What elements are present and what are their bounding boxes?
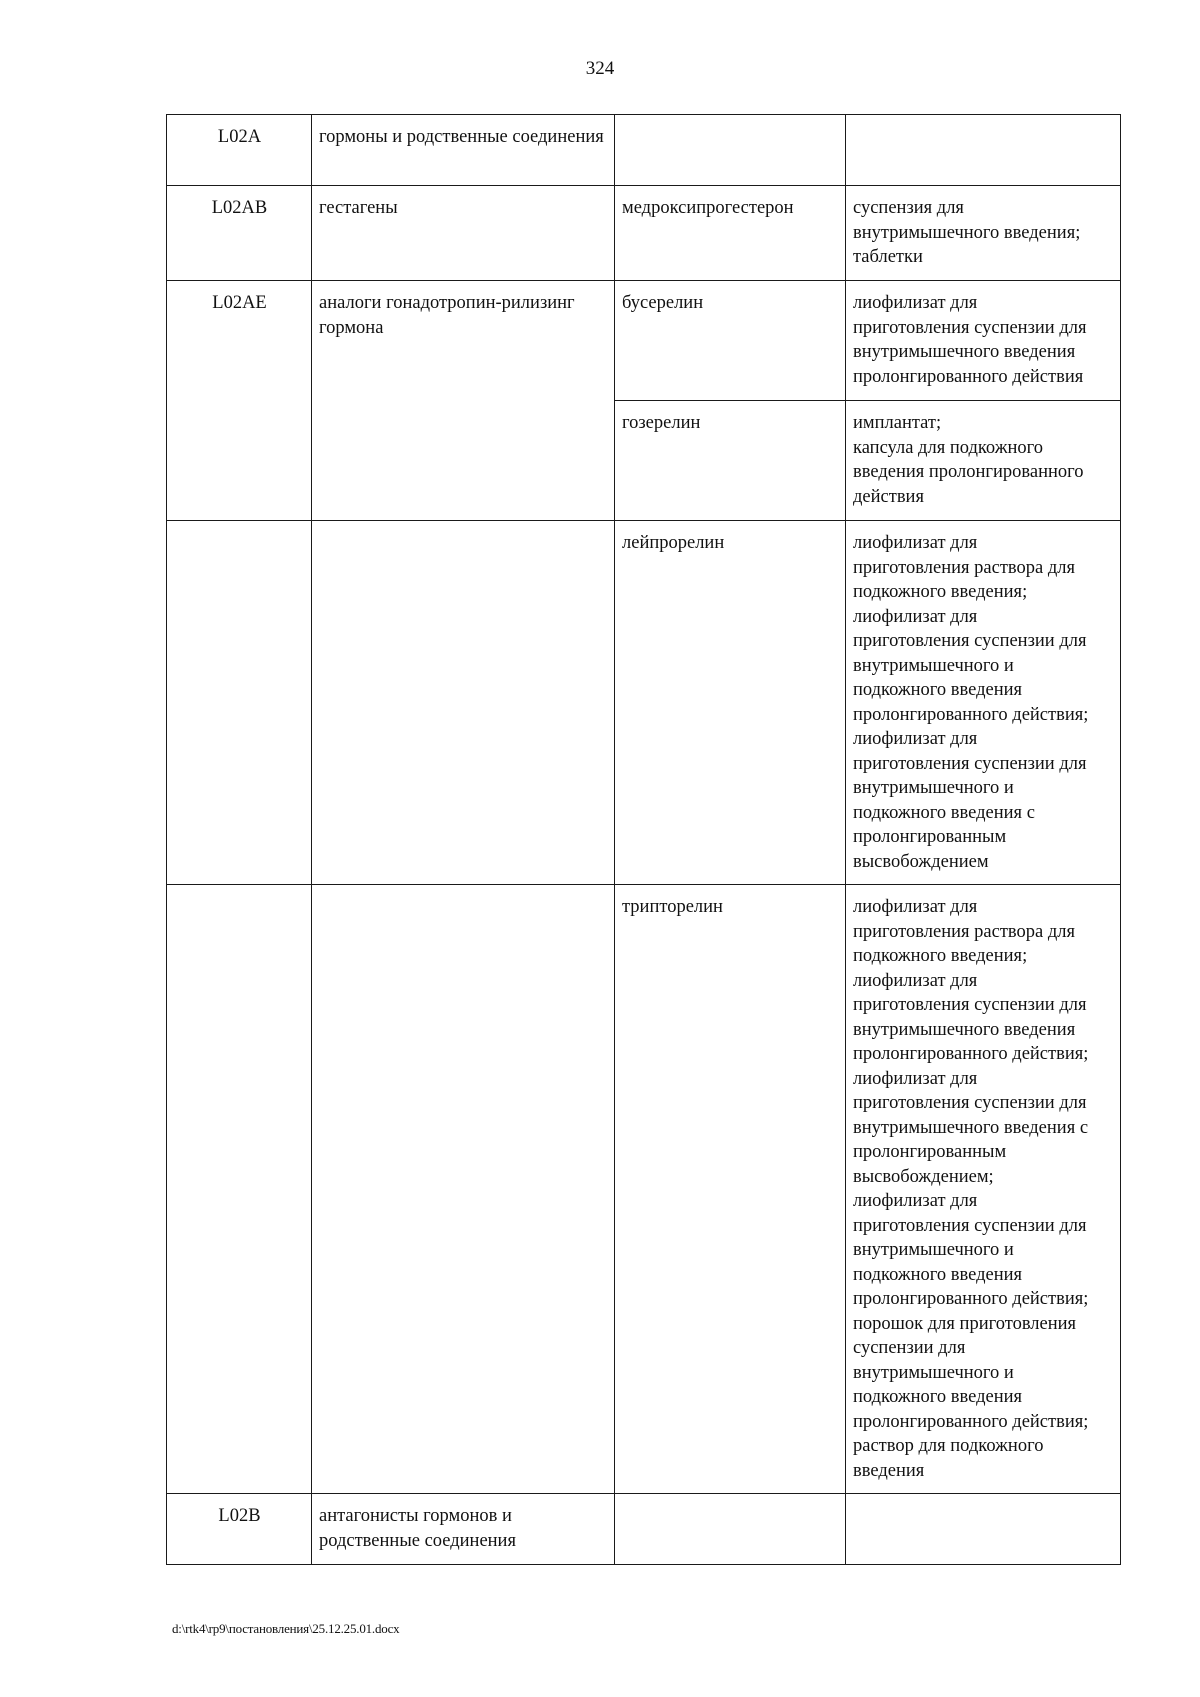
dosage-form-line: подкожного введения bbox=[853, 1387, 1023, 1407]
table-row bbox=[167, 885, 1121, 1494]
dosage-form-line: внутримышечного и bbox=[853, 1240, 1014, 1260]
dosage-form-line: пролонгированного действия; bbox=[853, 1289, 1089, 1309]
dosage-form-line: внутримышечного введения с bbox=[853, 1117, 1089, 1138]
group-name-cell: гормоны и родственные соединения bbox=[312, 115, 615, 186]
dosage-form-line: порошок для приготовления bbox=[853, 1313, 1077, 1334]
dosage-form-line: суспензия для bbox=[853, 198, 964, 218]
dosage-forms-cell bbox=[846, 186, 1121, 281]
table-row bbox=[167, 1494, 1121, 1565]
dosage-form-line: лиофилизат для bbox=[853, 606, 978, 627]
group-name-cell bbox=[312, 885, 615, 1494]
dosage-form-line: подкожного введения; bbox=[853, 946, 1028, 966]
dosage-form-line: раствор для подкожного bbox=[853, 1436, 1044, 1456]
dosage-form-line: пролонгированного действия; bbox=[853, 1044, 1089, 1064]
dosage-form-line: приготовления суспензии для bbox=[853, 631, 1087, 651]
dosage-form-line: пролонгированного действия; bbox=[853, 704, 1089, 725]
dosage-form-line: высвобождением; bbox=[853, 1166, 994, 1187]
drug-table bbox=[166, 114, 1121, 1565]
inn-cell bbox=[615, 1494, 846, 1565]
inn-cell: лейпрорелин bbox=[615, 521, 846, 885]
dosage-forms-cell bbox=[846, 401, 1121, 521]
dosage-form-line: лиофилизат для bbox=[853, 1068, 978, 1089]
dosage-forms-cell bbox=[846, 115, 1121, 186]
dosage-form-line: внутримышечного введения bbox=[853, 1019, 1076, 1040]
dosage-form-line: введения bbox=[853, 1460, 925, 1481]
dosage-form-line: подкожного введения с bbox=[853, 802, 1035, 823]
dosage-form-line: приготовления раствора для bbox=[853, 557, 1075, 578]
dosage-form-line: пролонгированного действия bbox=[853, 366, 1084, 387]
dosage-form-line: приготовления суспензии для bbox=[853, 995, 1087, 1015]
dosage-form-line: лиофилизат для bbox=[853, 970, 978, 991]
dosage-form-line: суспензии для bbox=[853, 1338, 966, 1358]
inn-cell: трипторелин bbox=[615, 885, 846, 1494]
group-name-cell: аналоги гонадотропин-рилизинг гормона bbox=[312, 281, 615, 521]
dosage-form-line: внутримышечного и bbox=[853, 1362, 1014, 1383]
table-row bbox=[167, 115, 1121, 186]
dosage-form-line: подкожного введения bbox=[853, 680, 1023, 700]
dosage-form-line: подкожного введения; bbox=[853, 582, 1028, 602]
dosage-form-line: приготовления раствора для bbox=[853, 921, 1075, 942]
atc-code-cell: L02AE bbox=[167, 281, 312, 521]
group-name-cell: гестагены bbox=[312, 186, 615, 281]
dosage-forms-cell bbox=[846, 885, 1121, 1494]
dosage-form-line: подкожного введения bbox=[853, 1264, 1023, 1285]
dosage-form-line: пролонгированным bbox=[853, 1142, 1007, 1162]
dosage-form-line: приготовления суспензии для bbox=[853, 1215, 1087, 1236]
dosage-form-line: таблетки bbox=[853, 247, 923, 267]
inn-cell bbox=[615, 115, 846, 186]
atc-code-cell bbox=[167, 521, 312, 885]
dosage-form-line: приготовления суспензии для bbox=[853, 1093, 1087, 1113]
dosage-form-line: внутримышечного введения bbox=[853, 342, 1076, 362]
dosage-form-line: высвобождением bbox=[853, 851, 989, 872]
dosage-form-line: внутримышечного и bbox=[853, 655, 1014, 676]
atc-code-cell: L02A bbox=[167, 115, 312, 186]
dosage-form-line: лиофилизат для bbox=[853, 897, 978, 917]
page-number: 324 bbox=[585, 58, 615, 79]
footer-file-path: d:\rtk4\rp9\постановления\25.12.25.01.docx bbox=[172, 1621, 400, 1636]
inn-cell: гозерелин bbox=[615, 401, 846, 521]
inn-cell: бусерелин bbox=[615, 281, 846, 401]
table-row bbox=[167, 186, 1121, 281]
group-name-cell: антагонисты гормонов и родственные соединения bbox=[312, 1494, 615, 1565]
group-name-cell bbox=[312, 521, 615, 885]
dosage-form-line: имплантат; bbox=[853, 413, 942, 433]
dosage-form-line: действия bbox=[853, 486, 924, 507]
dosage-form-line: капсула для подкожного bbox=[853, 437, 1044, 458]
atc-code-cell bbox=[167, 885, 312, 1494]
dosage-form-line: пролонгированного действия; bbox=[853, 1411, 1089, 1432]
dosage-form-line: лиофилизат для bbox=[853, 293, 978, 313]
dosage-forms-cell bbox=[846, 521, 1121, 885]
dosage-form-line: лиофилизат для bbox=[853, 533, 978, 553]
dosage-form-line: пролонгированным bbox=[853, 827, 1007, 847]
dosage-form-line: лиофилизат для bbox=[853, 729, 978, 749]
table-row bbox=[167, 521, 1121, 885]
dosage-form-line: приготовления суспензии для bbox=[853, 317, 1087, 338]
dosage-forms-cell bbox=[846, 281, 1121, 401]
dosage-forms-cell bbox=[846, 1494, 1121, 1565]
dosage-form-line: внутримышечного введения; bbox=[853, 222, 1081, 243]
dosage-form-line: внутримышечного и bbox=[853, 778, 1014, 798]
dosage-form-line: введения пролонгированного bbox=[853, 462, 1084, 482]
inn-cell: медроксипрогестерон bbox=[615, 186, 846, 281]
table-row bbox=[167, 281, 1121, 401]
atc-code-cell: L02AB bbox=[167, 186, 312, 281]
dosage-form-line: лиофилизат для bbox=[853, 1191, 978, 1211]
atc-code-cell: L02B bbox=[167, 1494, 312, 1565]
dosage-form-line: приготовления суспензии для bbox=[853, 753, 1087, 774]
